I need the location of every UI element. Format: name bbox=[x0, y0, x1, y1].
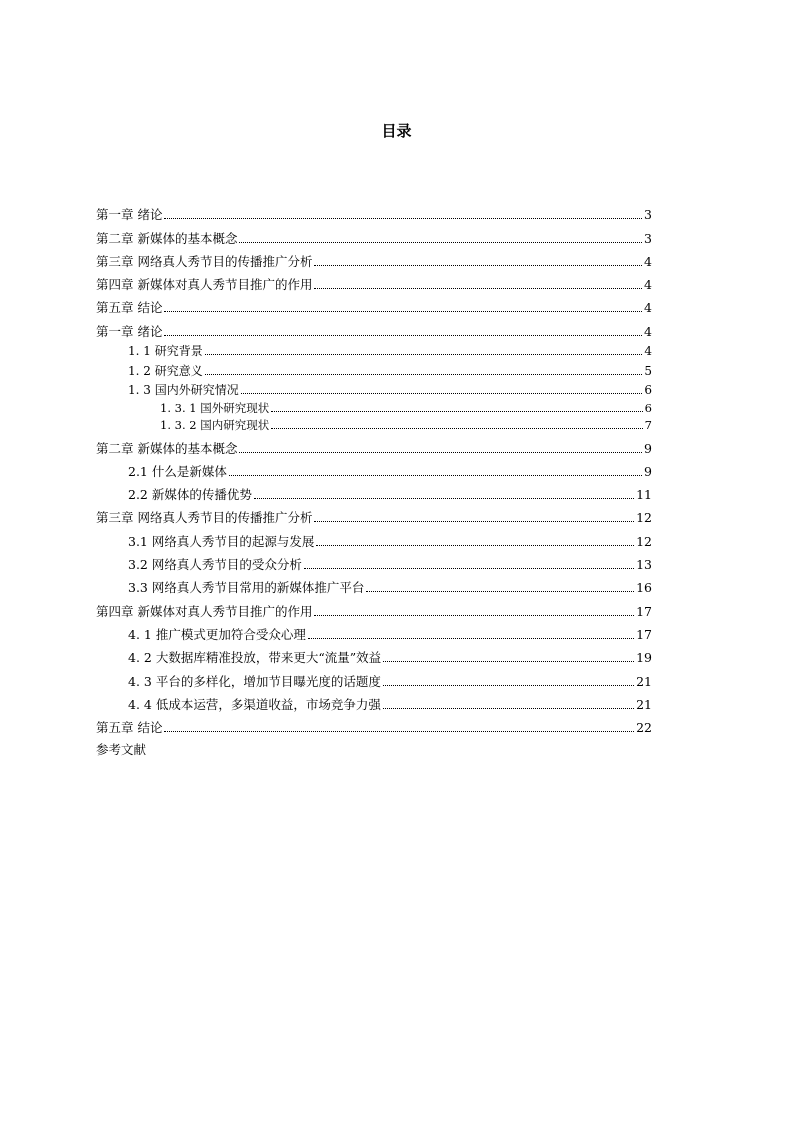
toc-entry-label: 3.2 网络真人秀节目的受众分析 bbox=[128, 557, 302, 573]
toc-entry[interactable] bbox=[96, 293, 652, 316]
toc-leader-dots bbox=[229, 475, 642, 476]
toc-entry-page: 9 bbox=[644, 440, 652, 456]
toc-entry-page: 9 bbox=[644, 463, 652, 479]
toc-entry-page: 6 bbox=[644, 400, 652, 415]
toc-leader-dots bbox=[271, 411, 642, 412]
toc-entry[interactable] bbox=[96, 573, 652, 596]
toc-entry-label: 第四章 新媒体对真人秀节目推广的作用 bbox=[96, 277, 313, 293]
toc-leader-dots bbox=[314, 615, 634, 616]
toc-entry-page: 11 bbox=[636, 487, 652, 503]
toc-entry-label: 第三章 网络真人秀节目的传播推广分析 bbox=[96, 510, 313, 526]
toc-entry-label: 第二章 新媒体的基本概念 bbox=[96, 230, 238, 246]
toc-entry-label: 第二章 新媒体的基本概念 bbox=[96, 440, 238, 456]
toc-entry[interactable] bbox=[96, 316, 652, 339]
toc-entry-page: 4 bbox=[644, 277, 652, 293]
toc-entry-page: 7 bbox=[644, 418, 652, 433]
toc-leader-dots bbox=[314, 288, 642, 289]
toc-entry[interactable] bbox=[96, 713, 652, 736]
toc-entry-page: 21 bbox=[636, 673, 652, 689]
toc-leader-dots bbox=[316, 545, 634, 546]
toc-entry-page: 4 bbox=[644, 300, 652, 316]
toc-leader-dots bbox=[383, 708, 634, 709]
toc-entry[interactable] bbox=[96, 596, 652, 619]
toc-entry[interactable] bbox=[96, 666, 652, 689]
toc-entry[interactable] bbox=[96, 433, 652, 456]
toc-entry-label: 1. 3. 2 国内研究现状 bbox=[160, 418, 270, 433]
toc-entry[interactable] bbox=[96, 270, 652, 293]
toc-entry[interactable] bbox=[96, 359, 652, 379]
toc-entry-page: 4 bbox=[644, 323, 652, 339]
toc-entry[interactable] bbox=[96, 379, 652, 399]
toc-leader-dots bbox=[239, 452, 642, 453]
toc-entry-label: 第一章 绪论 bbox=[96, 323, 163, 339]
toc-entry-label: 第三章 网络真人秀节目的传播推广分析 bbox=[96, 253, 313, 269]
toc-entry-label: 3.1 网络真人秀节目的起源与发展 bbox=[128, 533, 315, 549]
toc-entry-label: 4. 3 平台的多样化，增加节目曝光度的话题度 bbox=[128, 673, 381, 689]
toc-leader-dots bbox=[164, 218, 642, 219]
toc-leader-dots bbox=[314, 521, 634, 522]
toc-leader-dots bbox=[164, 335, 642, 336]
toc-entry[interactable] bbox=[96, 247, 652, 270]
toc-entry-page: 17 bbox=[636, 603, 652, 619]
toc-leader-dots bbox=[366, 591, 634, 592]
toc-entry-label: 2.1 什么是新媒体 bbox=[128, 463, 227, 479]
toc-entry[interactable] bbox=[96, 223, 652, 246]
toc-entry-page: 19 bbox=[636, 650, 652, 666]
toc-entry-page: 12 bbox=[636, 533, 652, 549]
toc-title: 目录 bbox=[381, 122, 412, 140]
toc-entry-page: 4 bbox=[644, 253, 652, 269]
toc-entry-label: 1. 2 研究意义 bbox=[128, 363, 203, 378]
toc-entry-page: 5 bbox=[644, 363, 652, 378]
table-of-contents bbox=[96, 200, 652, 758]
toc-leader-dots bbox=[314, 265, 642, 266]
toc-leader-dots bbox=[254, 498, 634, 499]
toc-entry-page: 4 bbox=[644, 344, 652, 359]
toc-entry[interactable] bbox=[96, 550, 652, 573]
toc-entry-label: 1. 1 研究背景 bbox=[128, 344, 203, 359]
toc-entry[interactable] bbox=[96, 200, 652, 223]
toc-leader-dots bbox=[383, 661, 634, 662]
toc-leader-dots bbox=[308, 638, 634, 639]
toc-entry-label: 3.3 网络真人秀节目常用的新媒体推广平台 bbox=[128, 580, 365, 596]
toc-entry-label: 2.2 新媒体的传播优势 bbox=[128, 487, 252, 503]
toc-entry-page: 3 bbox=[644, 207, 652, 223]
toc-entry[interactable] bbox=[96, 503, 652, 526]
toc-leader-dots bbox=[383, 685, 634, 686]
references-heading[interactable]: 参考文献 bbox=[96, 742, 147, 758]
toc-entry[interactable] bbox=[96, 620, 652, 643]
toc-entry-page: 16 bbox=[636, 580, 652, 596]
toc-entry-label: 第五章 结论 bbox=[96, 300, 163, 316]
toc-entry-page: 22 bbox=[636, 720, 652, 736]
toc-entry-page: 17 bbox=[636, 626, 652, 642]
toc-entry-label: 4. 1 推广模式更加符合受众心理 bbox=[128, 626, 306, 642]
toc-leader-dots bbox=[205, 354, 643, 355]
toc-entry[interactable] bbox=[96, 526, 652, 549]
toc-entry-page: 3 bbox=[644, 230, 652, 246]
toc-entry-page: 6 bbox=[644, 383, 652, 398]
toc-leader-dots bbox=[239, 242, 642, 243]
toc-entry-page: 21 bbox=[636, 696, 652, 712]
toc-entry-label: 第一章 绪论 bbox=[96, 207, 163, 223]
toc-leader-dots bbox=[241, 393, 643, 394]
toc-entry-page: 12 bbox=[636, 510, 652, 526]
toc-entry-label: 4. 2 大数据库精准投放，带来更大“流量”效益 bbox=[128, 650, 382, 666]
toc-entry[interactable] bbox=[96, 416, 652, 434]
toc-entry[interactable] bbox=[96, 457, 652, 480]
toc-entry[interactable] bbox=[96, 340, 652, 360]
toc-leader-dots bbox=[271, 428, 642, 429]
toc-leader-dots bbox=[205, 374, 643, 375]
toc-entry[interactable] bbox=[96, 398, 652, 416]
toc-entry-label: 1. 3. 1 国外研究现状 bbox=[160, 400, 270, 415]
toc-entry[interactable] bbox=[96, 480, 652, 503]
toc-leader-dots bbox=[164, 731, 634, 732]
toc-entry-label: 第四章 新媒体对真人秀节目推广的作用 bbox=[96, 603, 313, 619]
toc-leader-dots bbox=[164, 311, 642, 312]
toc-entry-label: 1. 3 国内外研究情况 bbox=[128, 383, 239, 398]
toc-entry-label: 4. 4 低成本运营，多渠道收益，市场竞争力强 bbox=[128, 696, 381, 712]
toc-entry-page: 13 bbox=[636, 557, 652, 573]
toc-entry-label: 第五章 结论 bbox=[96, 720, 163, 736]
toc-leader-dots bbox=[304, 568, 634, 569]
toc-entry[interactable] bbox=[96, 643, 652, 666]
toc-entry[interactable] bbox=[96, 690, 652, 713]
